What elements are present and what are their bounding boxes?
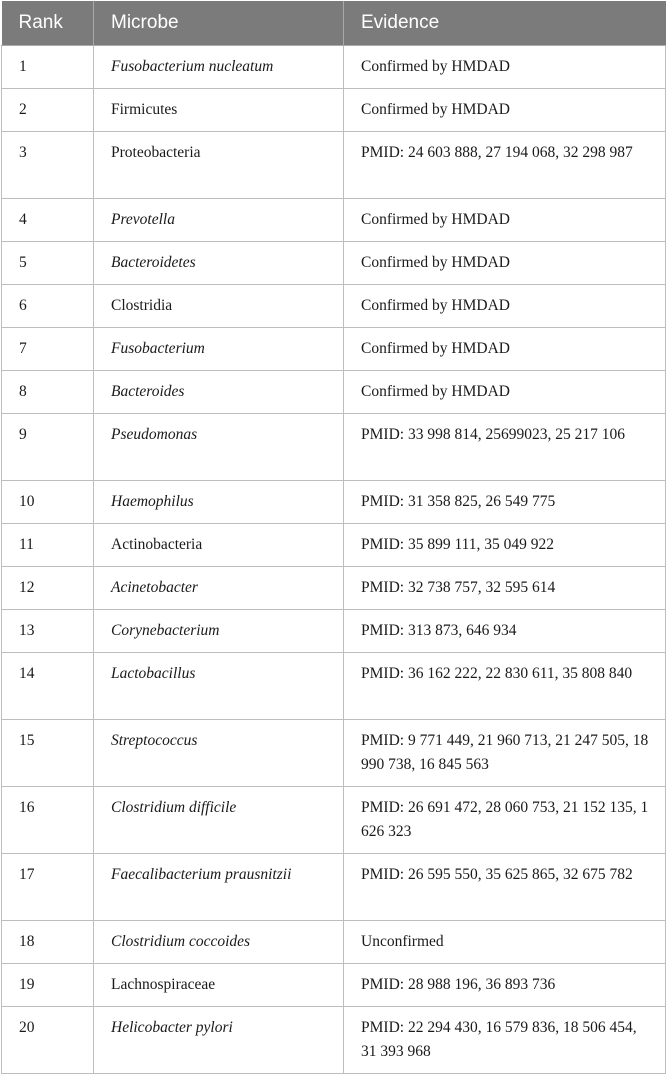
- rank-cell: 11: [2, 524, 94, 567]
- table-row: [2, 1007, 666, 1074]
- table-row: [2, 46, 666, 89]
- rank-cell: 13: [2, 610, 94, 653]
- microbe-cell: Streptococcus: [94, 720, 344, 787]
- table-row: [2, 285, 666, 328]
- table-row: [2, 921, 666, 964]
- microbe-cell: Clostridium difficile: [94, 787, 344, 854]
- evidence-cell: Confirmed by HMDAD: [344, 285, 666, 328]
- evidence-cell: PMID: 32 738 757, 32 595 614: [344, 567, 666, 610]
- evidence-cell: PMID: 33 998 814, 25699023, 25 217 106: [344, 414, 666, 481]
- table-row: [2, 481, 666, 524]
- table-row: [2, 199, 666, 242]
- evidence-cell: PMID: 26 595 550, 35 625 865, 32 675 782: [344, 854, 666, 921]
- microbe-cell: Firmicutes: [94, 89, 344, 132]
- rank-cell: 14: [2, 653, 94, 720]
- evidence-cell: PMID: 313 873, 646 934: [344, 610, 666, 653]
- table-row: [2, 242, 666, 285]
- microbe-cell: Lachnospiraceae: [94, 964, 344, 1007]
- rank-cell: 19: [2, 964, 94, 1007]
- table-body: [2, 46, 666, 1074]
- evidence-cell: PMID: 9 771 449, 21 960 713, 21 247 505, 18 990 738, 16 845 563: [344, 720, 666, 787]
- table-row: [2, 610, 666, 653]
- evidence-cell: Confirmed by HMDAD: [344, 46, 666, 89]
- table-row: [2, 414, 666, 481]
- rank-cell: 4: [2, 199, 94, 242]
- evidence-cell: PMID: 26 691 472, 28 060 753, 21 152 135, 1 626 323: [344, 787, 666, 854]
- evidence-cell: PMID: 31 358 825, 26 549 775: [344, 481, 666, 524]
- microbe-cell: Lactobacillus: [94, 653, 344, 720]
- table-row: [2, 524, 666, 567]
- microbe-cell: Fusobacterium: [94, 328, 344, 371]
- microbe-cell: Actinobacteria: [94, 524, 344, 567]
- table-row: [2, 964, 666, 1007]
- rank-cell: 9: [2, 414, 94, 481]
- microbe-cell: Bacteroidetes: [94, 242, 344, 285]
- table-row: [2, 371, 666, 414]
- rank-cell: 18: [2, 921, 94, 964]
- microbe-cell: Fusobacterium nucleatum: [94, 46, 344, 89]
- evidence-cell: PMID: 35 899 111, 35 049 922: [344, 524, 666, 567]
- rank-cell: 12: [2, 567, 94, 610]
- rank-cell: 3: [2, 132, 94, 199]
- rank-cell: 7: [2, 328, 94, 371]
- header-microbe: Microbe: [94, 1, 344, 46]
- table-row: [2, 567, 666, 610]
- table-row: [2, 854, 666, 921]
- evidence-cell: PMID: 24 603 888, 27 194 068, 32 298 987: [344, 132, 666, 199]
- microbe-cell: Helicobacter pylori: [94, 1007, 344, 1074]
- microbe-cell: Acinetobacter: [94, 567, 344, 610]
- rank-cell: 6: [2, 285, 94, 328]
- evidence-cell: Confirmed by HMDAD: [344, 89, 666, 132]
- rank-cell: 17: [2, 854, 94, 921]
- header-rank: Rank: [2, 1, 94, 46]
- rank-cell: 1: [2, 46, 94, 89]
- evidence-cell: Confirmed by HMDAD: [344, 199, 666, 242]
- microbe-ranking-table: [1, 1, 666, 1074]
- evidence-cell: Confirmed by HMDAD: [344, 242, 666, 285]
- microbe-cell: Clostridium coccoides: [94, 921, 344, 964]
- rank-cell: 20: [2, 1007, 94, 1074]
- header-row: [2, 1, 666, 46]
- microbe-cell: Proteobacteria: [94, 132, 344, 199]
- rank-cell: 15: [2, 720, 94, 787]
- microbe-cell: Corynebacterium: [94, 610, 344, 653]
- microbe-cell: Clostridia: [94, 285, 344, 328]
- microbe-cell: Pseudomonas: [94, 414, 344, 481]
- rank-cell: 16: [2, 787, 94, 854]
- microbe-cell: Prevotella: [94, 199, 344, 242]
- rank-cell: 10: [2, 481, 94, 524]
- microbe-cell: Haemophilus: [94, 481, 344, 524]
- evidence-cell: PMID: 22 294 430, 16 579 836, 18 506 454, 31 393 968: [344, 1007, 666, 1074]
- table-row: [2, 328, 666, 371]
- rank-cell: 2: [2, 89, 94, 132]
- microbe-cell: Faecalibacterium prausnitzii: [94, 854, 344, 921]
- table-row: [2, 787, 666, 854]
- evidence-cell: PMID: 36 162 222, 22 830 611, 35 808 840: [344, 653, 666, 720]
- evidence-cell: PMID: 28 988 196, 36 893 736: [344, 964, 666, 1007]
- microbe-cell: Bacteroides: [94, 371, 344, 414]
- table-row: [2, 720, 666, 787]
- table-row: [2, 653, 666, 720]
- table-header: [2, 1, 666, 46]
- table-row: [2, 132, 666, 199]
- rank-cell: 8: [2, 371, 94, 414]
- header-evidence: Evidence: [344, 1, 666, 46]
- evidence-cell: Confirmed by HMDAD: [344, 371, 666, 414]
- evidence-cell: Confirmed by HMDAD: [344, 328, 666, 371]
- table-row: [2, 89, 666, 132]
- evidence-cell: Unconfirmed: [344, 921, 666, 964]
- rank-cell: 5: [2, 242, 94, 285]
